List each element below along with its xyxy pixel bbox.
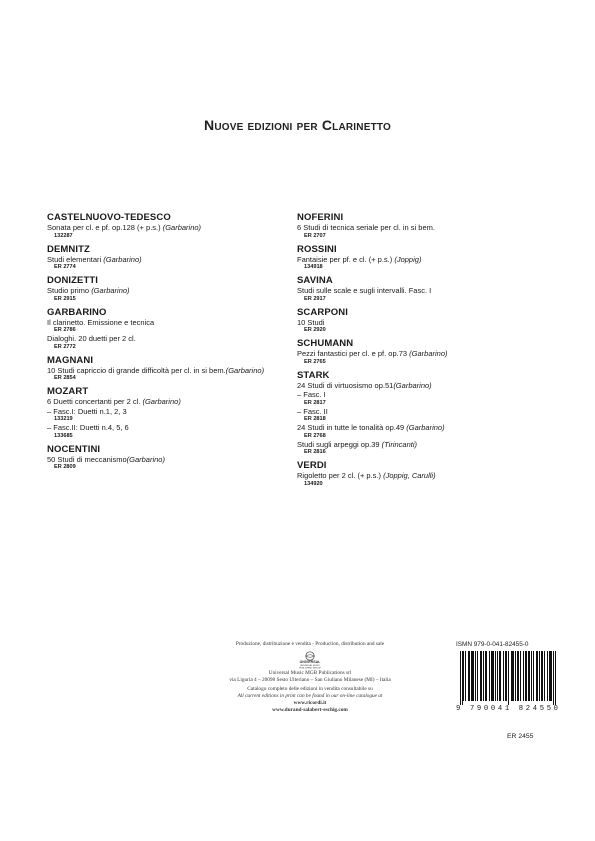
barcode-bar <box>493 651 494 701</box>
barcode <box>456 651 564 716</box>
composer-name: SAVINA <box>297 275 333 286</box>
barcode-bar <box>462 651 463 705</box>
composer-name: ROSSINI <box>297 243 337 255</box>
work-editor: (Garbarino) <box>409 349 448 358</box>
barcode-bar <box>492 651 493 701</box>
barcode-bar <box>544 651 545 701</box>
barcode-bar <box>460 651 461 705</box>
work-editor: (Garbarino) <box>126 454 165 464</box>
barcode-bar <box>499 651 500 701</box>
catalog-left-column <box>47 212 302 471</box>
work-text: 10 Studi capriccio di grande difficoltà per cl. in si bem. <box>47 365 226 375</box>
work-title <box>297 381 557 391</box>
composer-name: STARK <box>297 369 330 381</box>
catalog-code: ER 2920 <box>304 327 326 333</box>
catalog-right-column <box>297 212 557 488</box>
company-address: via Liguria 4 – 20098 Sesto Ulteriano – San Giuliano Milanese (MI) – Italia <box>229 677 391 683</box>
barcode-bar <box>526 651 527 701</box>
barcode-bar <box>518 651 519 701</box>
barcode-bar <box>520 651 521 701</box>
catalog-code: 133219 <box>54 416 73 422</box>
catalog-code: ER 2809 <box>54 464 76 470</box>
work-text: Dialoghi. 20 duetti per 2 cl. <box>47 334 136 343</box>
work-title <box>297 423 557 433</box>
barcode-bar <box>500 651 501 701</box>
work-text: 6 Duetti concertanti per 2 cl. <box>47 397 143 406</box>
barcode-bar <box>489 651 490 701</box>
work-text: Studi elementari <box>47 254 104 264</box>
barcode-bar <box>503 651 504 701</box>
composer-name: DEMNITZ <box>47 243 90 255</box>
work-title <box>297 223 557 233</box>
barcode-bar <box>471 651 472 701</box>
barcode-bar <box>473 651 474 701</box>
catalog-code: ER 2817 <box>304 399 326 406</box>
logo-text: UNIVERSAL <box>299 660 321 665</box>
edition-code: ER 2455 <box>507 733 534 740</box>
composer-name: VERDI <box>297 460 327 471</box>
barcode-bar <box>475 651 476 701</box>
barcode-bar <box>463 651 464 701</box>
catalog-code: ER 2786 <box>54 327 76 333</box>
barcode-bar <box>512 651 513 701</box>
catalog-code: 134918 <box>304 264 323 270</box>
barcode-bar <box>497 651 498 701</box>
catalog-code: ER 2774 <box>54 264 76 270</box>
composer-name: DONIZETTI <box>47 275 99 286</box>
composer-name: MAGNANI <box>47 354 94 366</box>
composer-name: MOZART <box>47 386 89 397</box>
composer-name: NOFERINI <box>297 212 344 223</box>
work-text: – Fasc.I: Duetti n.1, 2, 3 <box>47 406 127 416</box>
catalog-code: ER 2854 <box>54 375 76 381</box>
barcode-bar <box>528 651 529 701</box>
work-editor: (Garbarino) <box>142 397 181 406</box>
work-title <box>47 366 302 376</box>
work-title <box>47 407 302 417</box>
barcode-bar <box>529 651 530 701</box>
barcode-bar <box>531 651 532 701</box>
barcode-bar <box>495 651 496 701</box>
publisher-block <box>175 641 445 714</box>
barcode-bar <box>517 651 518 701</box>
barcode-bar <box>508 651 509 705</box>
work-text: 24 Studi di virtuosismo op.51 <box>297 380 394 390</box>
catalog-code: ER 2917 <box>304 295 326 302</box>
composer-name: SCARPONI <box>297 306 348 318</box>
work-editor: (Joppig, Carulli) <box>383 471 436 480</box>
barcode-bar <box>506 651 507 701</box>
work-title <box>47 334 302 344</box>
barcode-bar <box>513 651 514 701</box>
logo-sub2: PUBLISHING GROUP <box>299 667 321 669</box>
composer-name: GARBARINO <box>47 306 107 318</box>
work-text: Studi sulle scale e sugli intervalli. Fasc. I <box>297 286 432 295</box>
work-text: 24 Studi in tutte le tonalità op.49 <box>297 423 407 432</box>
catalog-code: ER 2915 <box>54 295 76 302</box>
barcode-bar <box>541 651 542 701</box>
barcode-bar <box>536 651 537 701</box>
work-title <box>47 286 302 296</box>
work-title <box>297 318 557 328</box>
catalog-code: 133685 <box>54 432 73 439</box>
work-text: Sonata per cl. e pf. op.128 (+ p.s.) <box>47 223 163 232</box>
catalog-code: ER 2765 <box>304 358 326 365</box>
company-name: Universal Music MGB Publications srl <box>268 670 352 676</box>
work-text: Pezzi fantastici per cl. e pf. op.73 <box>297 349 410 358</box>
distribution-line: Produzione, distribuzione e vendita - Production, distribution and sale <box>235 641 385 647</box>
work-text: Studi sugli arpeggi op.39 <box>297 439 382 449</box>
work-title <box>297 471 557 481</box>
barcode-bar <box>525 651 526 701</box>
work-editor: (Garbarino) <box>406 423 445 432</box>
barcode-bar <box>481 651 482 701</box>
work-title <box>297 349 557 359</box>
work-editor: (Garbarino) <box>91 286 130 295</box>
work-title <box>297 390 557 400</box>
composer-name: SCHUMANN <box>297 338 354 349</box>
catalog-note-en: All current editions in print can be found in our on-line catalogue at <box>237 693 383 699</box>
catalog-code: ER 2707 <box>304 232 326 239</box>
composer-name: NOCENTINI <box>47 443 101 455</box>
work-editor: (Garbarino) <box>393 380 432 390</box>
work-text: 6 Studi di tecnica seriale per cl. in si bem. <box>297 223 435 232</box>
ricordi-link[interactable]: www.ricordi.it <box>293 700 327 706</box>
catalog-note-it: Catalogo completo delle edizioni in vendita consultabile su <box>247 686 373 692</box>
barcode-bar <box>480 651 481 701</box>
barcode-bar <box>511 651 512 701</box>
work-text: Rigoletto per 2 cl. (+ p.s.) <box>297 471 384 480</box>
barcode-bar <box>550 651 551 701</box>
work-title <box>297 286 557 296</box>
barcode-bar <box>483 651 484 701</box>
work-editor: (Joppig) <box>394 254 422 264</box>
work-text: Studio primo <box>47 286 92 295</box>
catalog-code: ER 2772 <box>54 343 76 350</box>
barcode-bar <box>547 651 548 701</box>
catalog-code: ER 2768 <box>304 432 326 439</box>
work-text: Fantaisie per pf. e cl. (+ p.s.) <box>297 254 395 264</box>
barcode-bar <box>539 651 540 701</box>
barcode-bar <box>465 651 466 701</box>
work-title <box>47 397 302 407</box>
barcode-bar <box>515 651 516 701</box>
work-editor: (Garbarino) <box>225 365 265 375</box>
barcode-bar <box>551 651 552 701</box>
work-title <box>47 455 302 465</box>
barcode-bar <box>549 651 550 701</box>
barcode-bar <box>469 651 470 701</box>
composer-name: CASTELNUOVO-TEDESCO <box>47 212 171 223</box>
work-title <box>297 407 557 417</box>
work-title <box>47 223 302 233</box>
ismn-number: ISMN 979-0-041-82455-0 <box>456 641 529 648</box>
work-editor: (Garbarino) <box>162 223 202 232</box>
barcode-bar <box>533 651 534 701</box>
barcode-bar <box>491 651 492 701</box>
barcode-bar <box>542 651 543 701</box>
barcode-bar <box>468 651 469 701</box>
work-editor: (Garbarino) <box>103 254 142 264</box>
work-text: – Fasc. II <box>297 406 328 416</box>
work-text: – Fasc.II: Duetti n.4, 5, 6 <box>47 423 129 432</box>
barcode-bar <box>485 651 486 701</box>
barcode-bar <box>523 651 524 701</box>
work-text: 50 Studi di meccanismo <box>47 454 127 464</box>
work-text: Il clarinetto. Emissione e tecnica <box>47 317 155 327</box>
catalog-code: 134920 <box>304 480 323 487</box>
barcode-bar <box>553 651 554 705</box>
barcode-bar <box>505 651 506 701</box>
durand-link[interactable]: www.durand-salabert-eschig.com <box>272 707 348 713</box>
barcode-bar <box>537 651 538 701</box>
catalog-code: 132287 <box>54 232 73 239</box>
barcode-bar <box>472 651 473 701</box>
page-title: Nuove edizioni per Clarinetto <box>204 117 391 133</box>
work-text: 10 Studi <box>297 317 325 327</box>
work-editor: (Tirincanti) <box>381 439 418 449</box>
barcode-bar <box>555 651 556 705</box>
isbn-block <box>454 641 564 716</box>
work-title <box>47 318 302 328</box>
catalog-code: ER 2818 <box>304 416 326 422</box>
barcode-bar <box>477 651 478 701</box>
work-text: – Fasc. I <box>297 390 326 399</box>
universal-logo <box>280 650 340 669</box>
logo-sub1: UNIVERSAL MUSIC <box>300 665 320 668</box>
catalog-code: ER 2816 <box>304 449 326 455</box>
work-title <box>297 440 557 450</box>
barcode-bar <box>486 651 487 701</box>
work-title <box>297 255 557 265</box>
work-title <box>47 423 302 433</box>
barcode-digits: 9 790041 824550 <box>456 705 558 711</box>
work-title <box>47 255 302 265</box>
